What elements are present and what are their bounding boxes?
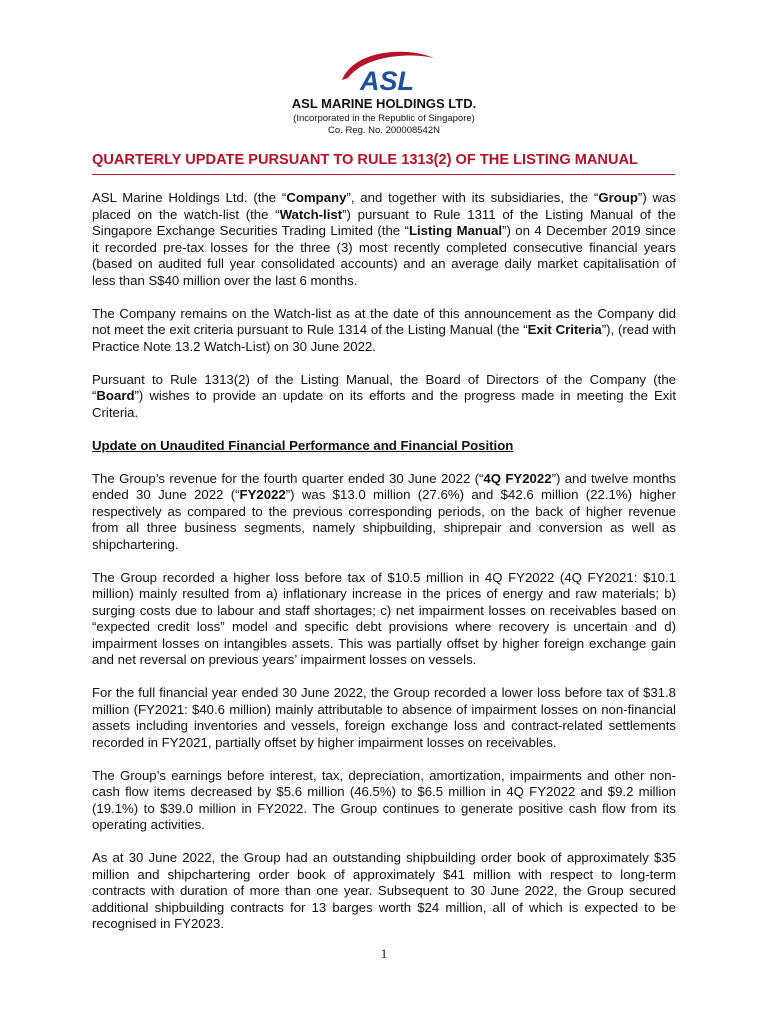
registration-number: Co. Reg. No. 200008542N	[328, 125, 440, 136]
defined-term-company: Company	[286, 190, 347, 205]
defined-term-listing-manual: Listing Manual	[408, 223, 503, 238]
page-number: 1	[380, 946, 388, 961]
text-run: ”) pursuant to Rule 1311 of the Listing Manual of the Singapore Exchange Securities Trading Limited (the “	[92, 206, 676, 238]
asl-logo-icon	[336, 46, 438, 96]
paragraph-watchlist	[92, 190, 676, 289]
text-run: The Company remains on the Watch-list as at the date of this announcement as the Company did not meet the exit criteria pursuant to Rule 1314 of the Listing Manual (the “	[92, 305, 676, 337]
defined-term-4q-fy2022: 4Q FY2022	[483, 470, 552, 486]
defined-term-watch-list: Watch-list	[279, 206, 343, 222]
paragraph-quarterly-loss: The Group recorded a higher loss before tax of $10.5 million in 4Q FY2022 (4Q FY2021: $10.1 million) mainly resulted from a) inflationary increase in the prices of energy and raw materials; b) surging costs due to labour and staff shortages; c) net impairment losses on receivables based on “expected credit loss” model and specific debt provisions where recovery is uncertain and d) impairment losses on intangibles assets. This was partially offset by higher foreign exchange gain and net reversal on previous years’ impairment losses on vessels.	[92, 569, 676, 667]
text-run: ”) wishes to provide an update on its efforts and the progress made in meeting the Exit Criteria.	[92, 388, 676, 420]
text-run: ASL Marine Holdings Ltd. (the “	[92, 190, 287, 205]
text-run: ”), (read with Practice Note 13.2 Watch-List) on 30 June 2022.	[92, 322, 677, 354]
paragraph-full-year-loss: For the full financial year ended 30 June 2022, the Group recorded a lower loss before tax of $31.8 million (FY2021: $40.6 million) mainly attributable to absence of impairment losses on non-financial assets including inventories and vessels, foreign exchange loss and contract-related settlements recorded in FY2021, partially offset by higher impairment losses on receivables.	[92, 685, 676, 750]
paragraph-exit-criteria	[92, 306, 676, 356]
defined-term-board: Board	[96, 388, 135, 403]
document-body	[92, 190, 676, 949]
paragraph-revenue	[92, 471, 676, 554]
text-run: ”) and twelve months ended 30 June 2022 (“	[92, 470, 677, 502]
company-name: ASL MARINE HOLDINGS LTD.	[291, 96, 477, 111]
defined-term-group: Group	[598, 190, 638, 205]
defined-term-fy2022: FY2022	[239, 487, 286, 502]
title-underline	[92, 174, 675, 175]
section-heading: Update on Unaudited Financial Performance and Financial Position	[92, 437, 514, 453]
paragraph-board-update	[92, 372, 676, 422]
logo-text: ASL	[360, 66, 414, 96]
document-title: QUARTERLY UPDATE PURSUANT TO RULE 1313(2) OF THE LISTING MANUAL	[92, 152, 638, 168]
defined-term-exit-criteria: Exit Criteria	[527, 322, 602, 337]
text-run: ”) on 4 December 2019 since it recorded pre-tax losses for the three (3) most recently completed consecutive financial years (based on audited full year consolidated accounts) and an average daily market capitalisation of less than S$40 million over the last 6 months.	[92, 223, 676, 288]
incorporation-note: (Incorporated in the Republic of Singapore)	[293, 113, 475, 124]
text-run: Pursuant to Rule 1313(2) of the Listing Manual, the Board of Directors of the Company (the “	[92, 371, 676, 403]
text-run: The Group’s revenue for the fourth quarter ended 30 June 2022 (“	[92, 470, 484, 486]
paragraph-order-book: As at 30 June 2022, the Group had an outstanding shipbuilding order book of approximately $35 million and shipchartering order book of approximately $41 million with respect to long-term contracts with duration of more than one year. Subsequent to 30 June 2022, the Group secured additional shipbuilding contracts for 13 barges worth $24 million, all of which is expected to be recognised in FY2023.	[92, 850, 676, 931]
text-run: ”) was placed on the watch-list (the “	[92, 190, 676, 222]
text-run: ”) was $13.0 million (27.6%) and $42.6 million (22.1%) higher respectively as compared to the previous corresponding periods, on the back of higher revenue from all three business segments, namely shipbuilding, shiprepair and conversion as well as shipchartering.	[92, 487, 676, 552]
paragraph-ebitda: The Group’s earnings before interest, tax, depreciation, amortization, impairments and other non-cash flow items decreased by $5.6 million (46.5%) to $6.5 million in 4Q FY2022 and $9.2 million (19.1%) to $39.0 million in FY2022. The Group continues to generate positive cash flow from its operating activities.	[92, 767, 676, 832]
text-run: ”, and together with its subsidiaries, the “	[346, 190, 599, 205]
